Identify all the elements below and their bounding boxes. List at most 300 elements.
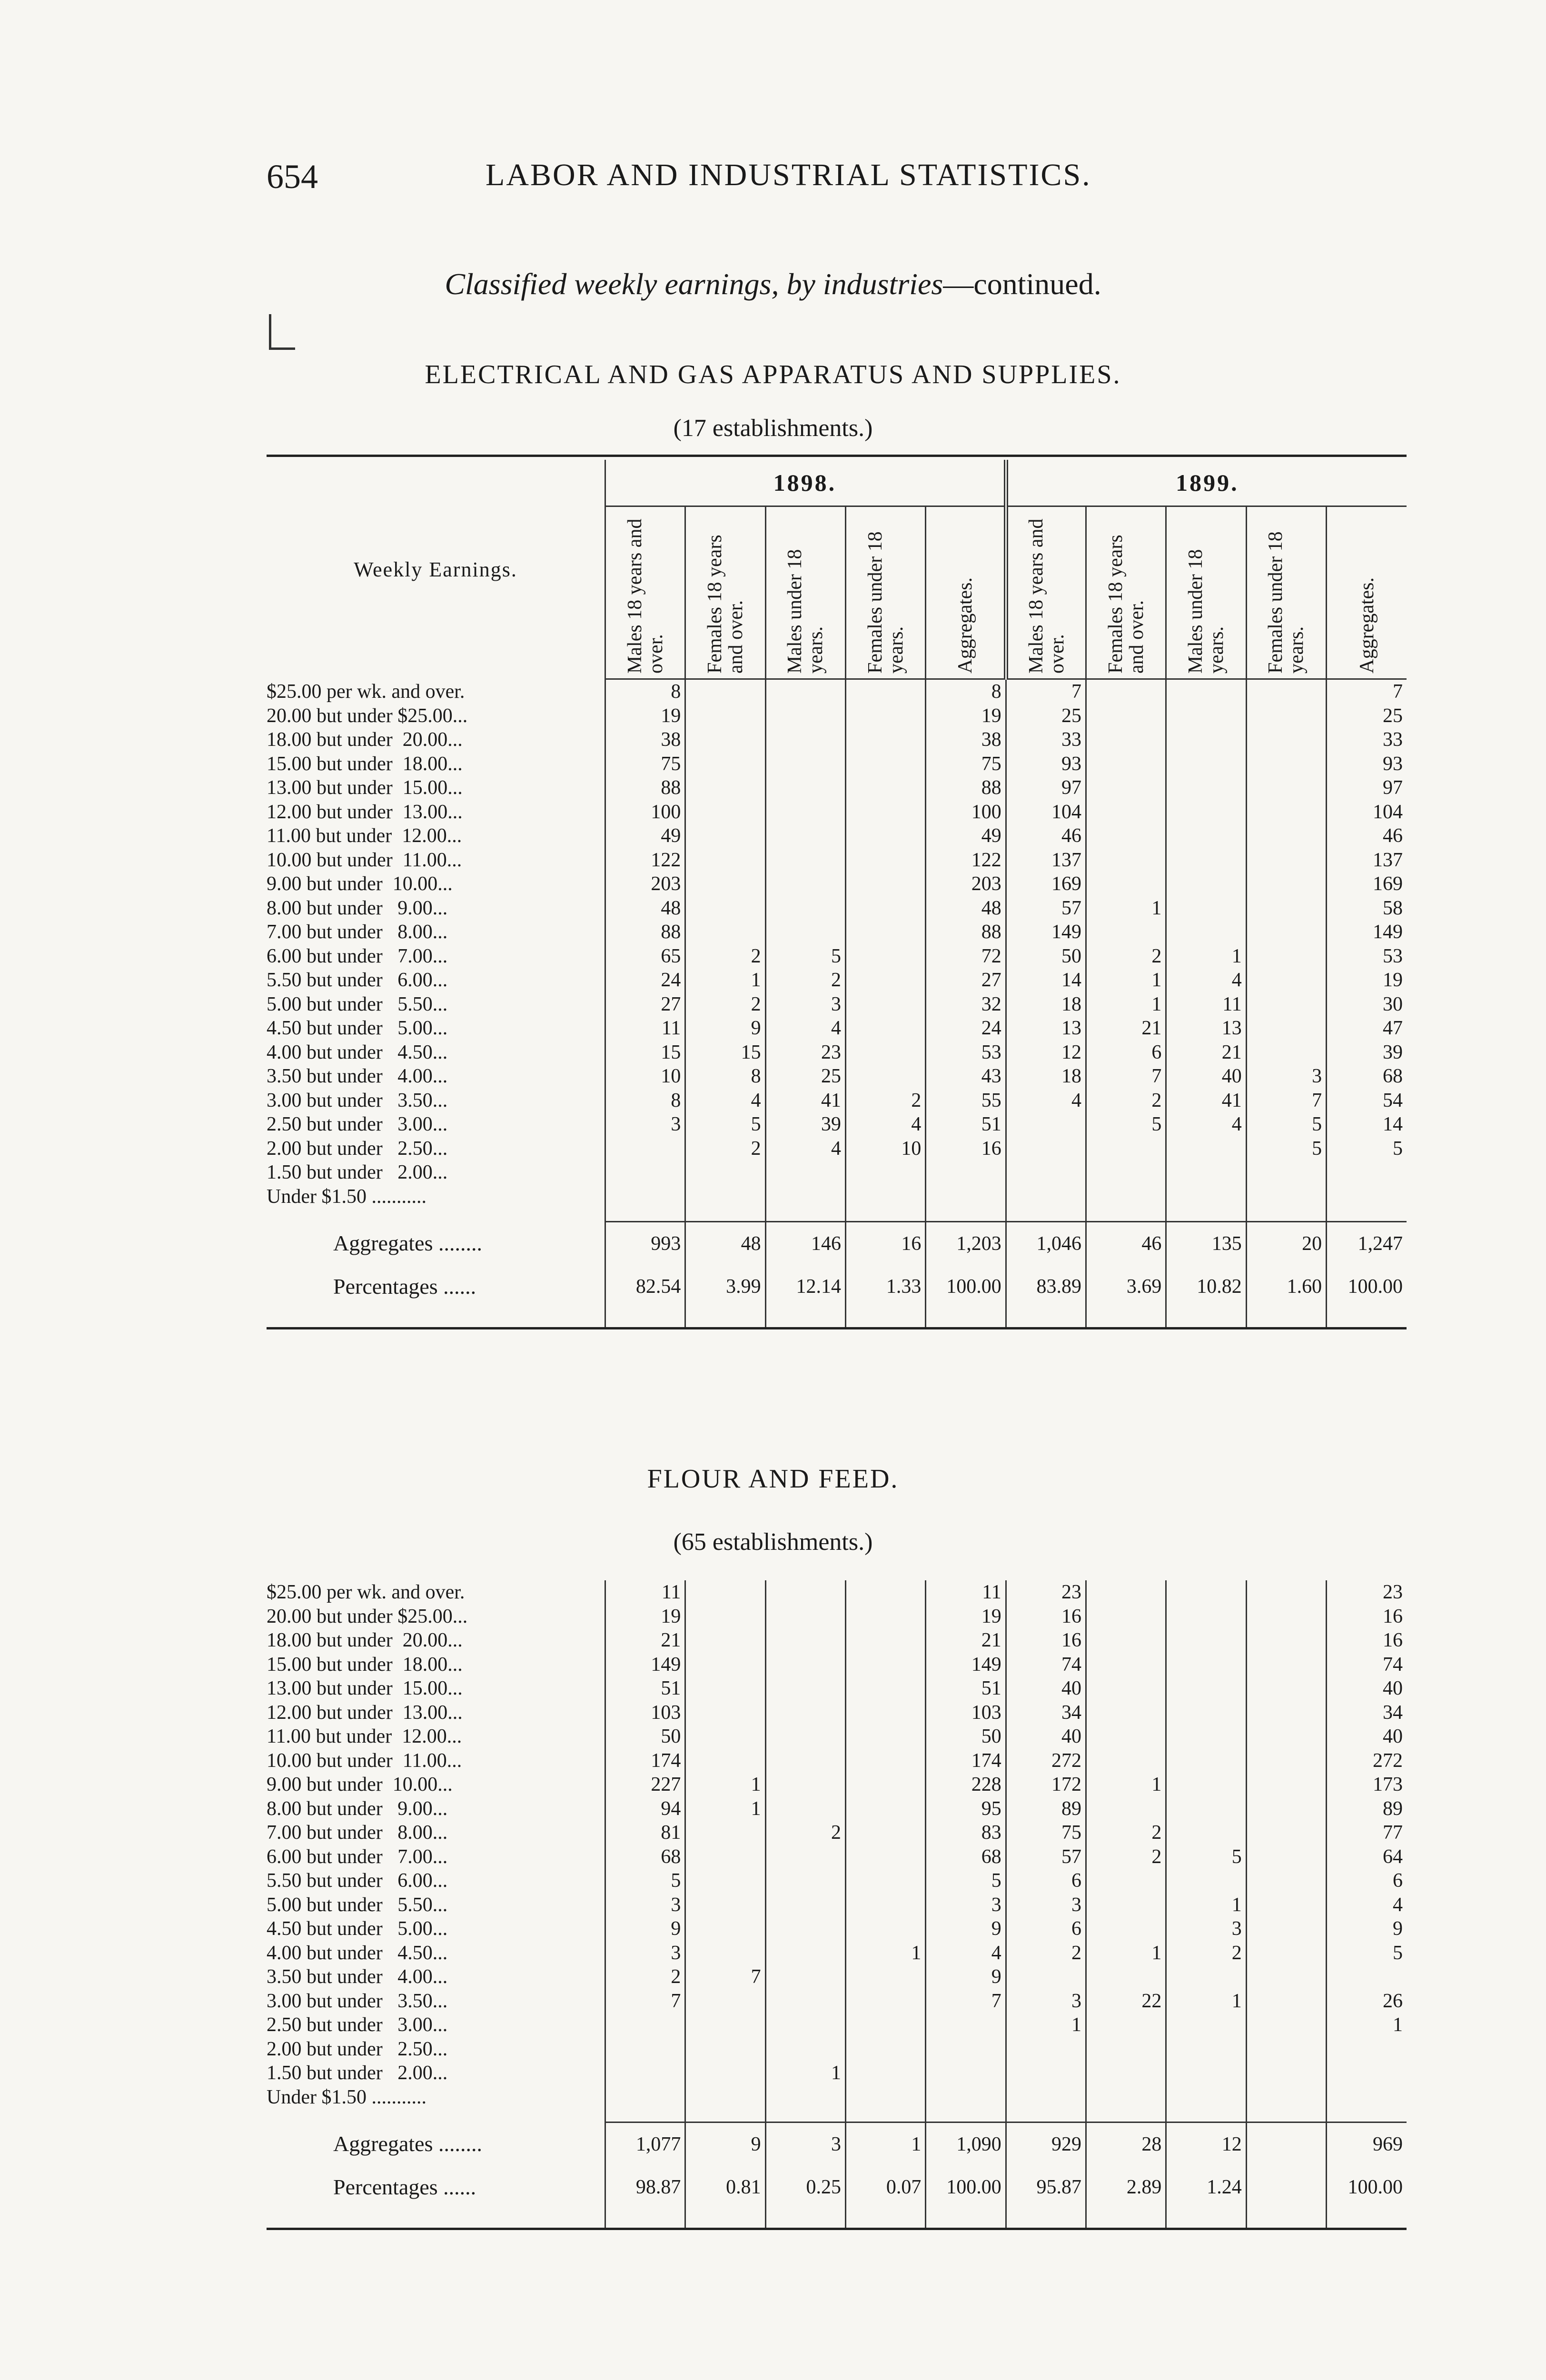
table-cell: 4 <box>765 1137 845 1161</box>
table-bottom-rule <box>685 2209 765 2229</box>
table-cell: 19 <box>605 704 685 728</box>
table-cell <box>1246 2013 1326 2037</box>
percentages-label: Percentages ...... <box>333 2175 476 2199</box>
table-cell <box>1086 1676 1166 1701</box>
table-cell: 3 <box>1006 1893 1086 1917</box>
table-cell: 149 <box>926 1653 1006 1677</box>
table-cell: 5 <box>765 944 845 969</box>
spacer <box>605 1209 685 1222</box>
table-cell <box>1086 800 1166 824</box>
earnings-bracket-label: 7.00 but under 8.00... <box>267 1822 448 1844</box>
table-cell: 149 <box>605 1653 685 1677</box>
table-cell: 5 <box>1246 1112 1326 1137</box>
table-cell: 48 <box>605 896 685 921</box>
spacer <box>1166 1209 1246 1222</box>
table-cell <box>1246 679 1326 704</box>
spacer <box>685 1209 765 1222</box>
table-cell <box>1166 1725 1246 1749</box>
table-cell <box>1086 1749 1166 1773</box>
table-cell: 3 <box>765 992 845 1017</box>
table-cell: 57 <box>1006 1845 1086 1869</box>
table-cell: 100 <box>605 800 685 824</box>
table-row <box>267 728 1407 752</box>
aggregates-cell: 3 <box>765 2122 845 2166</box>
table-row <box>267 1041 1407 1065</box>
table-cell: 4 <box>685 1089 765 1113</box>
table-cell: 25 <box>765 1064 845 1089</box>
table-cell: 2 <box>685 1137 765 1161</box>
table-cell <box>765 1773 845 1797</box>
percentages-cell: 100.00 <box>926 1265 1006 1308</box>
col-header-aggregates: Aggregates. <box>1327 506 1407 679</box>
table-cell <box>685 1869 765 1893</box>
table-cell <box>1246 1989 1326 2013</box>
table-cell: 54 <box>1327 1089 1407 1113</box>
table-cell <box>765 1580 845 1605</box>
earnings-bracket-label: 13.00 but under 15.00... <box>267 777 463 799</box>
table-cell <box>1086 776 1166 800</box>
table-cell <box>846 1041 926 1065</box>
table-cell <box>846 1016 926 1041</box>
table-cell <box>1246 704 1326 728</box>
table-cell <box>765 1160 845 1185</box>
table-bottom-rule <box>1166 2209 1246 2229</box>
table-cell <box>765 896 845 921</box>
table-cell <box>846 824 926 848</box>
table-cell: 3 <box>605 1893 685 1917</box>
table-cell: 97 <box>1006 776 1086 800</box>
table-cell <box>1166 704 1246 728</box>
table-cell <box>1166 776 1246 800</box>
percentages-label: Percentages ...... <box>333 1274 476 1299</box>
table-cell: 38 <box>926 728 1006 752</box>
table-cell <box>846 1628 926 1653</box>
aggregates-cell <box>1246 2122 1326 2166</box>
table-cell: 13 <box>1006 1016 1086 1041</box>
table-row <box>267 1821 1407 1845</box>
table-cell <box>765 1893 845 1917</box>
table-cell: 16 <box>926 1137 1006 1161</box>
table-cell: 13 <box>1166 1016 1246 1041</box>
spacer <box>765 1209 845 1222</box>
table-cell: 64 <box>1327 1845 1407 1869</box>
table-cell <box>846 1917 926 1941</box>
table-cell <box>1166 896 1246 921</box>
table-cell: 26 <box>1327 1989 1407 2013</box>
table-row <box>267 896 1407 921</box>
table-cell <box>1166 1653 1246 1677</box>
table-row <box>267 1137 1407 1161</box>
table-cell <box>765 1965 845 1989</box>
table-cell <box>1246 2037 1326 2062</box>
percentages-cell: 0.25 <box>765 2166 845 2209</box>
table-cell <box>1086 1701 1166 1725</box>
table-row <box>267 800 1407 824</box>
table-cell <box>1006 2061 1086 2085</box>
table-cell <box>765 752 845 776</box>
table-row <box>267 1628 1407 1653</box>
table-cell: 6 <box>1327 1869 1407 1893</box>
table-cell <box>765 1725 845 1749</box>
table-cell <box>846 920 926 944</box>
table-cell: 10 <box>605 1064 685 1089</box>
table-cell: 33 <box>1327 728 1407 752</box>
table-cell <box>685 1749 765 1773</box>
table-cell <box>1166 1701 1246 1725</box>
table-cell <box>685 2037 765 2062</box>
table-cell <box>1166 1869 1246 1893</box>
table-cell <box>685 1653 765 1677</box>
table-cell <box>1246 728 1326 752</box>
table-cell: 4 <box>926 1941 1006 1965</box>
table-cell: 203 <box>926 872 1006 896</box>
table-bottom-rule <box>1327 2209 1407 2229</box>
table-cell <box>1006 2037 1086 2062</box>
percentages-cell: 0.81 <box>685 2166 765 2209</box>
table-cell: 93 <box>1327 752 1407 776</box>
spacer <box>267 2109 605 2122</box>
table-cell: 83 <box>926 1821 1006 1845</box>
table-cell: 169 <box>1327 872 1407 896</box>
table-cell: 49 <box>926 824 1006 848</box>
table-cell <box>846 1605 926 1629</box>
table-cell: 38 <box>605 728 685 752</box>
table-cell: 47 <box>1327 1016 1407 1041</box>
aggregates-cell: 135 <box>1166 1222 1246 1266</box>
spacer <box>1166 2109 1246 2122</box>
table-cell: 65 <box>605 944 685 969</box>
table-cell: 24 <box>605 968 685 992</box>
table-cell: 1 <box>765 2061 845 2085</box>
table-cell <box>1086 704 1166 728</box>
spacer <box>267 1209 605 1222</box>
percentages-cell: 3.69 <box>1086 1265 1166 1308</box>
aggregates-row <box>267 2122 1407 2166</box>
spacer <box>1327 2109 1407 2122</box>
table-cell: 2 <box>1166 1941 1246 1965</box>
year-header-1898: 1898. <box>605 460 1006 506</box>
table-cell: 6 <box>1006 1917 1086 1941</box>
table-bottom-rule <box>765 1308 845 1329</box>
table-cell <box>1246 944 1326 969</box>
table-cell <box>765 1605 845 1629</box>
table-row <box>267 679 1407 704</box>
table-cell <box>1246 1797 1326 1821</box>
table-row <box>267 776 1407 800</box>
percentages-cell: 1.60 <box>1246 1265 1326 1308</box>
table-cell <box>1166 1160 1246 1185</box>
col-header-females-18-over: Females 18 years and over. <box>685 506 765 679</box>
aggregates-cell: 969 <box>1327 2122 1407 2166</box>
table-row <box>267 1185 1407 1209</box>
percentages-cell: 1.33 <box>846 1265 926 1308</box>
table-cell <box>1166 1185 1246 1209</box>
table-cell: 4 <box>1166 1112 1246 1137</box>
table-cell <box>1166 1580 1246 1605</box>
table-cell: 1 <box>1086 1773 1166 1797</box>
earnings-bracket-label: 3.50 but under 4.00... <box>267 1065 448 1088</box>
table-cell: 51 <box>926 1112 1006 1137</box>
table-row <box>267 1941 1407 1965</box>
table-cell <box>605 2037 685 2062</box>
aggregates-cell: 1,203 <box>926 1222 1006 1266</box>
aggregates-cell: 48 <box>685 1222 765 1266</box>
table-cell <box>926 2085 1006 2110</box>
table-cell: 9 <box>926 1965 1006 1989</box>
table-cell: 1 <box>1166 1893 1246 1917</box>
section-title-flour: FLOUR AND FEED. <box>647 1464 899 1494</box>
table-cell <box>1246 1580 1326 1605</box>
table-cell <box>1166 1605 1246 1629</box>
table-cell: 88 <box>605 920 685 944</box>
table-row <box>267 1112 1407 1137</box>
table-cell <box>846 752 926 776</box>
table-row <box>267 1160 1407 1185</box>
table-cell <box>1166 920 1246 944</box>
earnings-bracket-label: $25.00 per wk. and over. <box>267 680 465 703</box>
table-cell <box>846 1821 926 1845</box>
running-title: LABOR AND INDUSTRIAL STATISTICS. <box>486 158 1091 192</box>
table-row <box>267 1701 1407 1725</box>
table-cell <box>685 752 765 776</box>
aggregates-cell: 1,247 <box>1327 1222 1407 1266</box>
weekly-earnings-header: Weekly Earnings. <box>354 557 517 581</box>
table-cell <box>926 2061 1006 2085</box>
table-cell <box>1246 776 1326 800</box>
table-cell: 49 <box>605 824 685 848</box>
table-row <box>267 872 1407 896</box>
table-cell <box>685 1845 765 1869</box>
table-cell: 81 <box>605 1821 685 1845</box>
table-cell: 104 <box>1327 800 1407 824</box>
table-row <box>267 920 1407 944</box>
table-cell <box>846 728 926 752</box>
percentages-row <box>267 2166 1407 2209</box>
aggregates-cell: 1,090 <box>926 2122 1006 2166</box>
spacer <box>1246 2109 1326 2122</box>
table-cell <box>1166 2085 1246 2110</box>
table-cell <box>926 1160 1006 1185</box>
table-cell: 15 <box>685 1041 765 1065</box>
year-header-1899: 1899. <box>1006 460 1407 506</box>
aggregates-cell: 1,077 <box>605 2122 685 2166</box>
table-cell <box>1166 1773 1246 1797</box>
table-cell: 12 <box>1006 1041 1086 1065</box>
table-cell <box>1246 1917 1326 1941</box>
table-cell: 95 <box>926 1797 1006 1821</box>
table-cell <box>846 1893 926 1917</box>
table-cell: 8 <box>926 679 1006 704</box>
table-bottom-rule <box>1006 1308 1086 1329</box>
table-row <box>267 1676 1407 1701</box>
table-cell <box>1086 1628 1166 1653</box>
table-cell <box>1086 1137 1166 1161</box>
table-row <box>267 1893 1407 1917</box>
table-cell <box>846 1773 926 1797</box>
aggregates-cell: 993 <box>605 1222 685 1266</box>
aggregates-cell: 20 <box>1246 1222 1326 1266</box>
table-cell <box>765 1941 845 1965</box>
table-cell <box>685 2061 765 2085</box>
table-cell: 3 <box>1246 1064 1326 1089</box>
subtitle-tail: —continued. <box>943 267 1101 301</box>
table-cell <box>685 1893 765 1917</box>
spacer <box>605 2109 685 2122</box>
table-cell <box>685 1676 765 1701</box>
table-cell: 72 <box>926 944 1006 969</box>
percentages-cell: 100.00 <box>1327 1265 1407 1308</box>
table-cell: 1 <box>1086 896 1166 921</box>
table-cell: 4 <box>765 1016 845 1041</box>
table-cell: 149 <box>1006 920 1086 944</box>
earnings-bracket-label: 10.00 but under 11.00... <box>267 1749 462 1772</box>
table-cell: 75 <box>605 752 685 776</box>
table-cell: 2 <box>1086 1089 1166 1113</box>
table-cell <box>765 2085 845 2110</box>
table-cell: 48 <box>926 896 1006 921</box>
table-cell: 203 <box>605 872 685 896</box>
table-cell: 88 <box>605 776 685 800</box>
table-cell <box>1166 1137 1246 1161</box>
table-cell <box>605 2061 685 2085</box>
table-cell: 46 <box>1006 824 1086 848</box>
table-cell <box>1246 848 1326 873</box>
table-cell: 2 <box>765 968 845 992</box>
aggregates-row <box>267 1222 1407 1266</box>
earnings-bracket-label: 15.00 but under 18.00... <box>267 753 463 775</box>
table-cell: 50 <box>605 1725 685 1749</box>
table-row <box>267 992 1407 1017</box>
table-cell <box>1246 1845 1326 1869</box>
table-cell: 21 <box>605 1628 685 1653</box>
table-cell: 23 <box>1006 1580 1086 1605</box>
table-cell <box>1166 2013 1246 2037</box>
table-cell: 19 <box>605 1605 685 1629</box>
percentages-cell: 95.87 <box>1006 2166 1086 2209</box>
earnings-bracket-label: 4.50 but under 5.00... <box>267 1017 448 1040</box>
table-cell: 19 <box>1327 968 1407 992</box>
table-cell: 10 <box>846 1137 926 1161</box>
table-cell: 21 <box>1086 1016 1166 1041</box>
table-cell <box>1246 824 1326 848</box>
table-cell <box>685 848 765 873</box>
table-row <box>267 1064 1407 1089</box>
table-cell <box>765 1185 845 1209</box>
table-cell <box>846 679 926 704</box>
table-cell: 104 <box>1006 800 1086 824</box>
table-cell: 5 <box>1327 1137 1407 1161</box>
table-cell <box>765 824 845 848</box>
table-cell <box>1086 728 1166 752</box>
section-subtitle-flour: (65 establishments.) <box>673 1528 873 1556</box>
table-cell <box>846 1676 926 1701</box>
table-cell: 3 <box>1006 1989 1086 2013</box>
earnings-table-flour <box>267 1580 1407 2230</box>
earnings-bracket-label: 2.50 but under 3.00... <box>267 2014 448 2036</box>
table-cell <box>846 1749 926 1773</box>
table-cell <box>1246 1041 1326 1065</box>
table-cell: 33 <box>1006 728 1086 752</box>
table-cell <box>846 1965 926 1989</box>
col-header-males-18-over: Males 18 years and over. <box>1006 506 1086 679</box>
earnings-bracket-label: 18.00 but under 20.00... <box>267 729 463 751</box>
table-row <box>267 1965 1407 1989</box>
table-cell <box>685 776 765 800</box>
table-cell: 68 <box>605 1845 685 1869</box>
table-cell <box>1086 2037 1166 2062</box>
table-cell: 7 <box>685 1965 765 1989</box>
earnings-bracket-label: 9.00 but under 10.00... <box>267 1774 453 1796</box>
table-row <box>267 1089 1407 1113</box>
percentages-cell: 0.07 <box>846 2166 926 2209</box>
earnings-bracket-label: Under $1.50 ........... <box>267 1185 426 1208</box>
table-cell: 22 <box>1086 1989 1166 2013</box>
earnings-bracket-label: 20.00 but under $25.00... <box>267 1605 468 1627</box>
table-cell <box>846 992 926 1017</box>
earnings-bracket-label: 2.00 but under 2.50... <box>267 2038 448 2060</box>
table-cell <box>1086 2085 1166 2110</box>
table-cell <box>1246 2061 1326 2085</box>
table-row <box>267 2085 1407 2110</box>
table-cell: 1 <box>685 1797 765 1821</box>
earnings-bracket-label: 8.00 but under 9.00... <box>267 1797 448 1820</box>
table-cell <box>685 728 765 752</box>
table-cell: 1 <box>685 1773 765 1797</box>
table-cell: 137 <box>1006 848 1086 873</box>
table-cell <box>1166 824 1246 848</box>
table-cell: 41 <box>1166 1089 1246 1113</box>
table-bottom-rule <box>685 1308 765 1329</box>
table-cell <box>846 1064 926 1089</box>
table-cell: 88 <box>926 776 1006 800</box>
earnings-bracket-label: 5.50 but under 6.00... <box>267 969 448 992</box>
table-bottom-rule <box>1327 1308 1407 1329</box>
table-cell <box>1246 1773 1326 1797</box>
earnings-bracket-label: 7.00 but under 8.00... <box>267 921 448 943</box>
table-cell <box>765 776 845 800</box>
table-cell <box>605 1160 685 1185</box>
aggregates-cell: 9 <box>685 2122 765 2166</box>
table-cell <box>1246 800 1326 824</box>
table-row <box>267 2013 1407 2037</box>
table-cell <box>685 2013 765 2037</box>
table-cell: 15 <box>605 1041 685 1065</box>
table-cell: 174 <box>605 1749 685 1773</box>
table-cell <box>846 1701 926 1725</box>
table-cell <box>685 896 765 921</box>
table-cell: 7 <box>1246 1089 1326 1113</box>
table-cell <box>1327 2037 1407 2062</box>
table-cell: 25 <box>1006 704 1086 728</box>
table-cell: 172 <box>1006 1773 1086 1797</box>
table-cell: 228 <box>926 1773 1006 1797</box>
table-cell: 9 <box>605 1917 685 1941</box>
table-cell <box>685 1989 765 2013</box>
table-row <box>267 1749 1407 1773</box>
table-bottom-rule <box>846 1308 926 1329</box>
table-cell <box>846 776 926 800</box>
table-row <box>267 824 1407 848</box>
table-cell <box>846 2085 926 2110</box>
table-cell: 3 <box>1166 1917 1246 1941</box>
section-title-electrical: ELECTRICAL AND GAS APPARATUS AND SUPPLIES. <box>425 360 1121 389</box>
table-cell <box>685 1701 765 1725</box>
table-cell: 27 <box>926 968 1006 992</box>
table-cell: 89 <box>1006 1797 1086 1821</box>
earnings-bracket-label: 3.50 but under 4.00... <box>267 1966 448 1988</box>
aggregates-cell: 929 <box>1006 2122 1086 2166</box>
aggregates-cell: 1 <box>846 2122 926 2166</box>
